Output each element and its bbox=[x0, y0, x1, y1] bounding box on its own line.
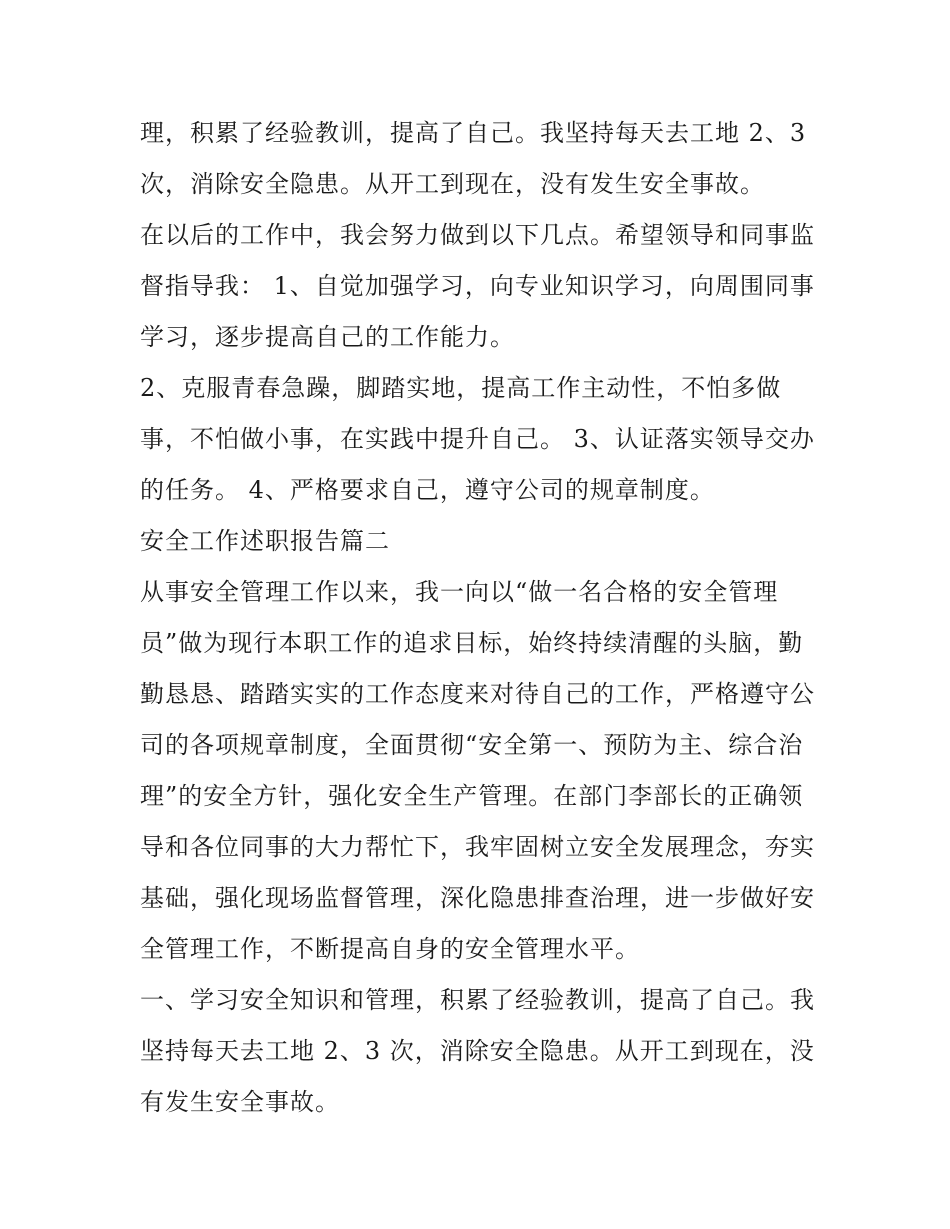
text-line: 事，不怕做小事，在实践中提升自己。 3、认证落实领导交办 bbox=[140, 425, 815, 453]
text-line: 司的各项规章制度，全面贯彻“安全第一、预防为主、综合治 bbox=[140, 731, 804, 759]
text-line: 在以后的工作中，我会努力做到以下几点。希望领导和同事监 bbox=[140, 221, 815, 249]
text-line: 有发生安全事故。 bbox=[140, 1088, 340, 1116]
text-line: 员”做为现行本职工作的追求目标，始终持续清醒的头脑，勤 bbox=[140, 629, 804, 657]
text-line: 理”的安全方针，强化安全生产管理。在部门李部长的正确领 bbox=[140, 782, 804, 810]
text-line: 理，积累了经验教训，提高了自己。我坚持每天去工地 2、3 bbox=[140, 119, 807, 147]
text-line: 的任务。 4、严格要求自己，遵守公司的规章制度。 bbox=[140, 476, 715, 504]
text-line: 次，消除安全隐患。从开工到现在，没有发生安全事故。 bbox=[140, 170, 765, 198]
text-line: 全管理工作，不断提高自身的安全管理水平。 bbox=[140, 935, 640, 963]
text-line: 从事安全管理工作以来，我一向以“做一名合格的安全管理 bbox=[140, 578, 779, 606]
text-line: 一、学习安全知识和管理，积累了经验教训，提高了自己。我 bbox=[140, 986, 815, 1014]
text-line: 坚持每天去工地 2、3 次，消除安全隐患。从开工到现在，没 bbox=[140, 1037, 815, 1065]
text-line: 基础，强化现场监督管理，深化隐患排查治理，进一步做好安 bbox=[140, 884, 815, 912]
text-line: 2、克服青春急躁，脚踏实地，提高工作主动性，不怕多做 bbox=[140, 374, 782, 402]
text-line: 学习，逐步提高自己的工作能力。 bbox=[140, 323, 515, 351]
text-line: 勤恳恳、踏踏实实的工作态度来对待自己的工作，严格遵守公 bbox=[140, 680, 815, 708]
text-line: 导和各位同事的大力帮忙下，我牢固树立安全发展理念，夯实 bbox=[140, 833, 815, 861]
text-line: 督指导我： 1、自觉加强学习，向专业知识学习，向周围同事 bbox=[140, 272, 815, 300]
document-body bbox=[140, 108, 820, 1128]
section-heading: 安全工作述职报告篇二 bbox=[140, 527, 390, 555]
